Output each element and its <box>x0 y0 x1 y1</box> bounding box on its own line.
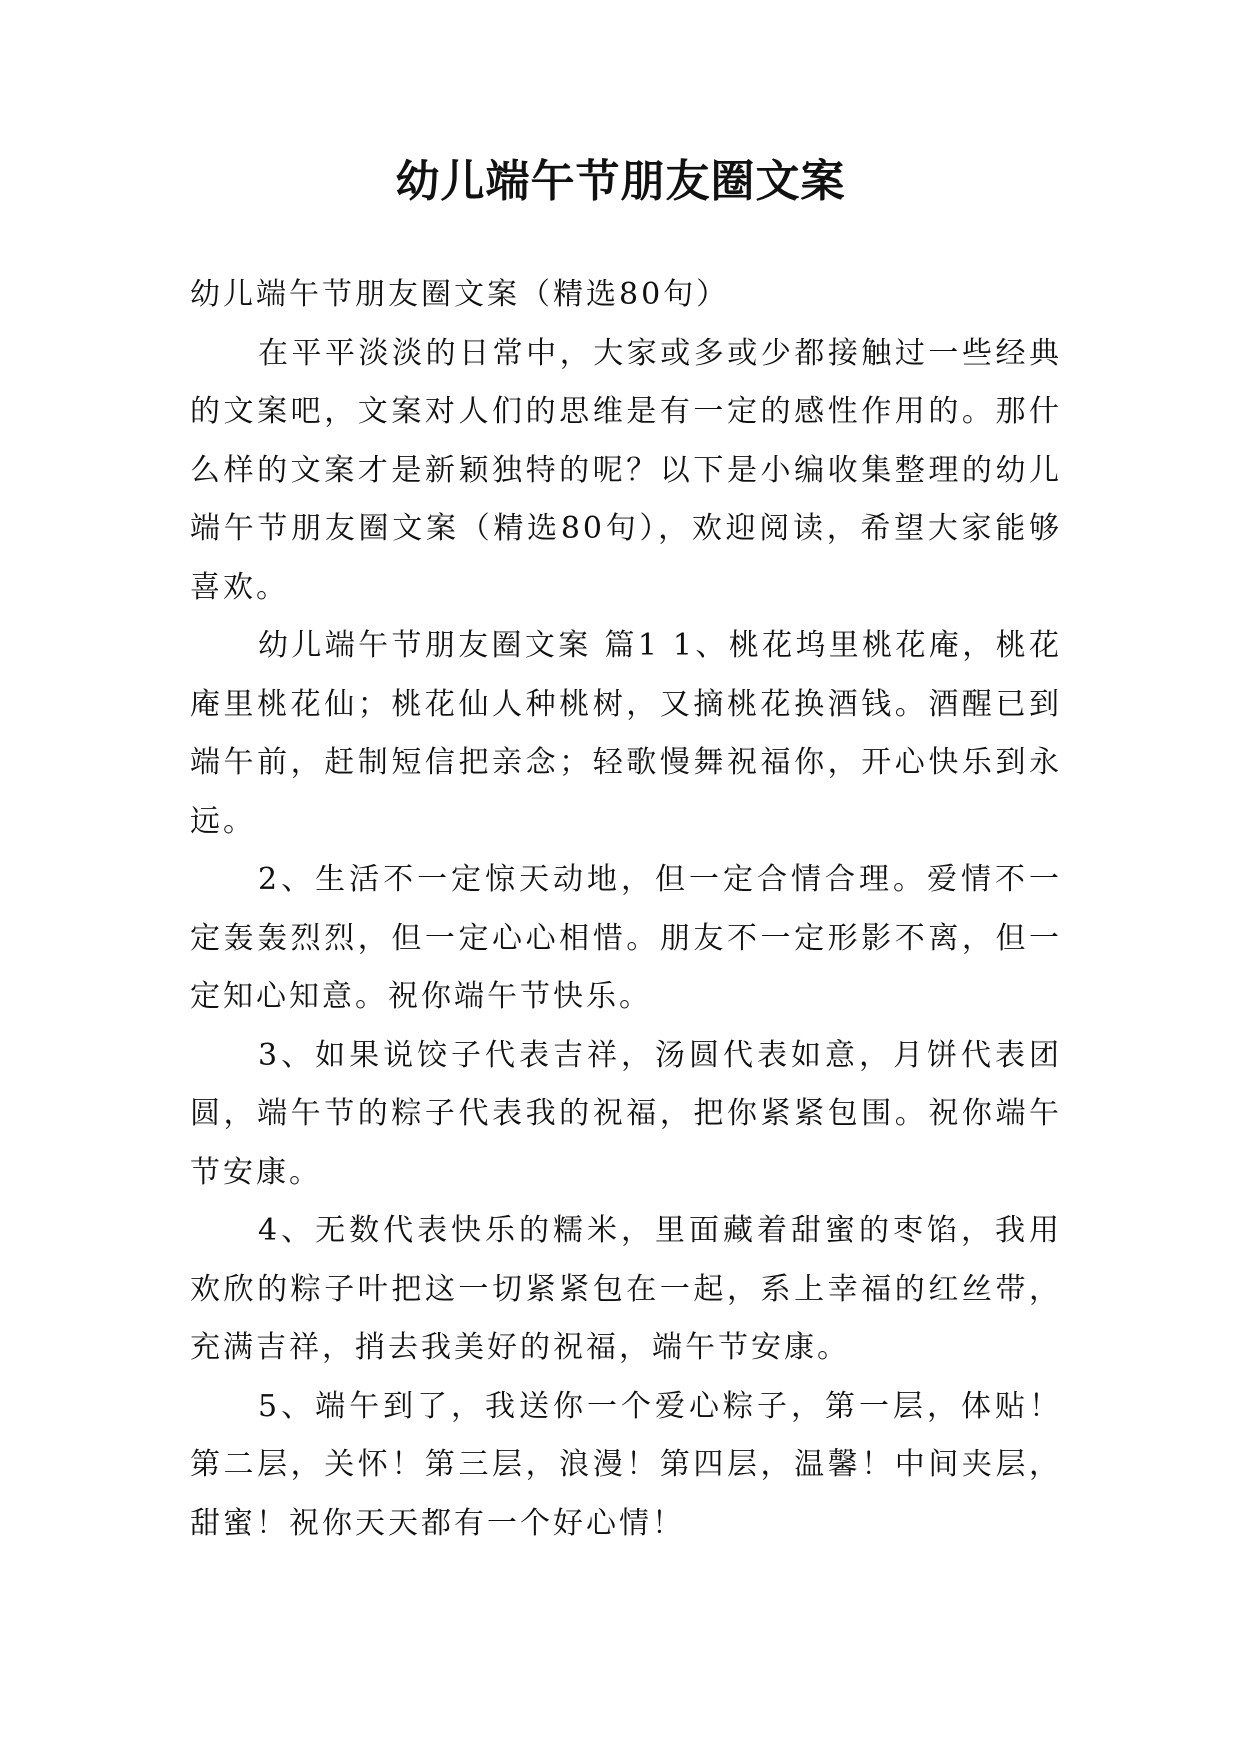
paragraph-item-3: 3、如果说饺子代表吉祥，汤圆代表如意，月饼代表团圆，端午节的粽子代表我的祝福，把你紧紧包围。祝你端午节安康。 <box>190 1037 1062 1190</box>
document-title: 幼儿端午节朋友圈文案 <box>395 156 846 207</box>
paragraph-item-2: 2、生活不一定惊天动地，但一定合情合理。爱情不一定轰轰烈烈，但一定心心相惜。朋友不一定形影不离，但一定知心知意。祝你端午节快乐。 <box>190 862 1062 1014</box>
intro-paragraph: 在平平淡淡的日常中，大家或多或少都接触过一些经典的文案吧，文案对人们的思维是有一定的感性作用的。那什么样的文案才是新颖独特的呢？以下是小编收集整理的幼儿端午节朋友圈文案（精选80句），欢迎阅读，希望大家能够喜欢。 <box>190 335 1062 605</box>
paragraph-item-4: 4、无数代表快乐的糯米，里面藏着甜蜜的枣馅，我用欢欣的粽子叶把这一切紧紧包在一起，系上幸福的红丝带，充满吉祥，捎去我美好的祝福，端午节安康。 <box>190 1213 1062 1365</box>
document-subtitle: 幼儿端午节朋友圈文案（精选80句） <box>190 277 730 312</box>
paragraph-item-5: 5、端午到了，我送你一个爱心粽子，第一层，体贴！第二层，关怀！第三层，浪漫！第四层，温馨！中间夹层，甜蜜！祝你天天都有一个好心情！ <box>190 1388 1062 1541</box>
document-body <box>190 266 1062 1553</box>
paragraph-item-1: 幼儿端午节朋友圈文案 篇1 1、桃花坞里桃花庵，桃花庵里桃花仙；桃花仙人种桃树，又摘桃花换酒钱。酒醒已到端午前，赶制短信把亲念；轻歌慢舞祝福你，开心快乐到永远。 <box>190 628 1062 839</box>
